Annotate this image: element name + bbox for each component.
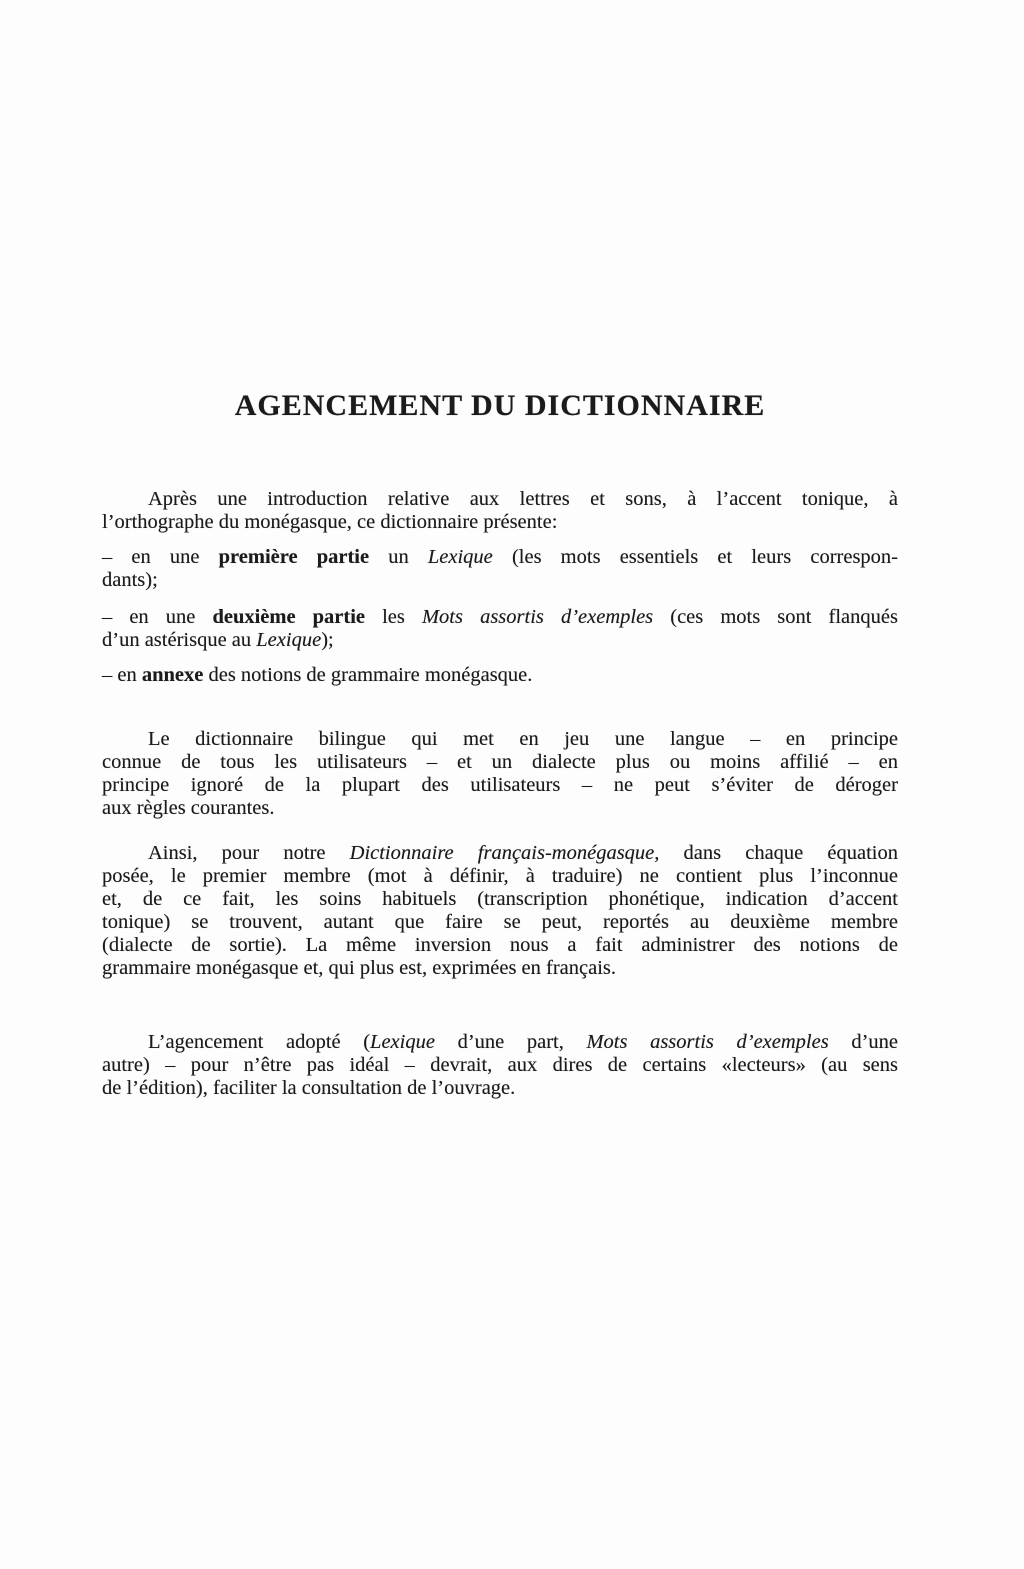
text-segment-bold: deuxième partie (212, 606, 366, 628)
text-segment: un (369, 546, 428, 568)
text-segment: (les mots essentiels et leurs correspon- (492, 546, 898, 568)
paragraph-intro (102, 488, 898, 534)
text-line (102, 629, 898, 652)
paragraph-ainsi (102, 842, 898, 980)
bullet-deuxieme-partie (102, 606, 898, 652)
text-segment: les (365, 606, 422, 628)
text-segment-bold: première partie (218, 546, 370, 568)
text-segment: Ainsi, pour notre (148, 842, 350, 864)
text-line: Le dictionnaire bilingue qui met en jeu une langue – en principe (148, 728, 898, 750)
text-segment-italic: Mots assortis d’exemples (586, 1031, 829, 1053)
text-line (102, 606, 898, 629)
text-line: l’orthographe du monégasque, ce dictionnaire présente: (102, 511, 558, 533)
text-line: connue de tous les utilisateurs – et un dialecte plus ou moins affilié – en (102, 751, 898, 773)
text-segment: L’agencement adopté ( (148, 1031, 371, 1053)
text-segment: – en une (102, 546, 219, 568)
text-segment-italic: Lexique (256, 629, 322, 651)
text-segment-italic: Mots assortis d’exemples (421, 606, 654, 628)
bullet-annexe (102, 664, 898, 687)
text-segment-italic: Dictionnaire français-monégasque, (349, 842, 660, 864)
text-line: principe ignoré de la plupart des utilisateurs – ne peut s’éviter de déroger (102, 774, 898, 796)
text-segment: – en (102, 664, 142, 686)
text-segment: dans chaque équation (659, 842, 899, 864)
text-line: tonique) se trouvent, autant que faire se peut, reportés au deuxième membre (102, 911, 898, 933)
text-segment-italic: Lexique (427, 546, 493, 568)
text-segment-bold: annexe (141, 664, 204, 686)
text-segment: – en une (102, 606, 213, 628)
text-segment: ); (321, 629, 334, 651)
paragraph-agencement-adopte (102, 1031, 898, 1100)
text-line: grammaire monégasque et, qui plus est, exprimées en français. (102, 957, 617, 979)
text-line: autre) – pour n’être pas idéal – devrait, aux dires de certains «lecteurs» (au sens (102, 1054, 898, 1076)
bullet-premiere-partie (102, 546, 898, 592)
text-segment: d’une part, (434, 1031, 587, 1053)
text-segment: d’un astérisque au (102, 629, 257, 651)
text-segment-italic: Lexique (370, 1031, 435, 1053)
text-line: Après une introduction relative aux lettres et sons, à l’accent tonique, à (148, 488, 898, 510)
text-line (102, 546, 898, 569)
text-line (102, 1031, 898, 1054)
text-segment: d’une (828, 1031, 898, 1053)
text-segment: des notions de grammaire monégasque. (203, 664, 533, 686)
text-line: posée, le premier membre (mot à définir, à traduire) ne contient plus l’inconnue (102, 865, 898, 887)
page-title: AGENCEMENT DU DICTIONNAIRE (234, 389, 766, 422)
paragraph-dictionnaire-bilingue (102, 728, 898, 820)
text-line (102, 842, 898, 865)
text-line: de l’édition), faciliter la consultation de l’ouvrage. (102, 1077, 516, 1099)
text-line: dants); (102, 569, 158, 591)
text-line: (dialecte de sortie). La même inversion nous a fait administrer des notions de (102, 934, 898, 956)
text-line (102, 664, 898, 687)
text-line: aux règles courantes. (102, 797, 275, 819)
text-line: et, de ce fait, les soins habituels (transcription phonétique, indication d’accent (102, 888, 898, 910)
text-segment: (ces mots sont flanqués (653, 606, 898, 628)
